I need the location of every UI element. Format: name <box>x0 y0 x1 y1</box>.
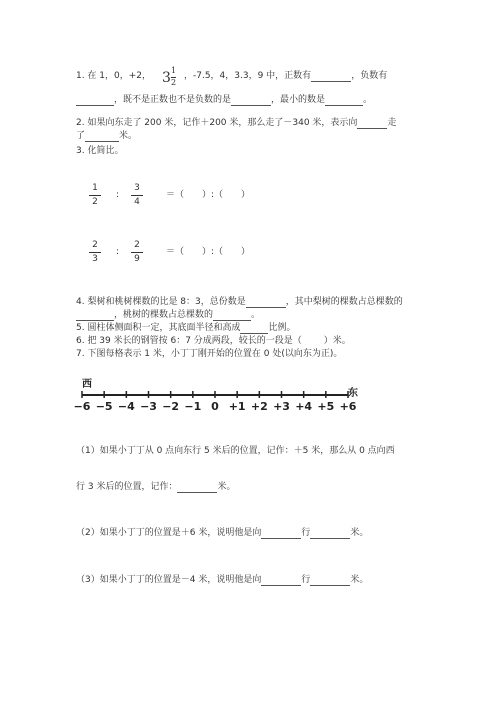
q7-sub2 <box>76 527 368 539</box>
q7-sub2-text-c: 米。 <box>350 528 369 538</box>
q4-line2 <box>76 309 260 321</box>
q7-sub1-line2 <box>76 481 235 493</box>
q7-sub1-blank[interactable] <box>177 482 217 493</box>
q7-sub3-text-b: 行 <box>301 575 311 585</box>
q5-text-b: 比例。 <box>268 323 296 333</box>
q6-text-a: 6. 把 39 米长的钢管按 6：7 分成两段，较长的一段是（ <box>76 336 302 346</box>
frac-numerator: 1 <box>92 183 98 193</box>
q1-line1-start <box>76 70 151 82</box>
q1-text-b: ，-7.5，4，3.3，9 中，正数有 <box>184 71 312 81</box>
q7-sub2-blank-distance[interactable] <box>310 528 350 539</box>
q2-blank-direction[interactable] <box>357 118 387 129</box>
q4-text-2a: ，桃树的棵数占总棵数的 <box>114 310 214 320</box>
number-line-tick-label: −5 <box>95 400 113 413</box>
q2-blank-distance[interactable] <box>85 131 119 142</box>
number-line-tick-label: +1 <box>228 400 246 413</box>
q6-line <box>76 335 351 347</box>
q3-row2-frac-b <box>131 240 143 265</box>
q2-line2 <box>76 130 137 142</box>
q7-sub3-blank-distance[interactable] <box>310 575 350 586</box>
q7-sub3 <box>76 574 368 586</box>
q2-text-1-end: 走 <box>387 118 397 128</box>
frac-bar <box>89 252 101 253</box>
q7-sub2-text-a: （2）如果小丁丁的位置是＋6 米，说明他是向 <box>76 528 262 538</box>
q1-text-d: ，既不是正数也不是负数的是 <box>114 95 232 105</box>
frac-bar <box>131 252 143 253</box>
q2-text-2-start: 了 <box>76 131 86 141</box>
q2-text-2-end: 米。 <box>119 131 138 141</box>
number-line-tick-label: −4 <box>117 400 135 413</box>
q4-text-1b: ，其中梨树的棵数占总棵数的 <box>285 297 403 307</box>
q1-blank-positive[interactable] <box>311 71 351 82</box>
number-line-tick-label: −2 <box>162 400 180 413</box>
q3-row1-answer[interactable]: ＝（ ）:（ ） <box>166 190 251 200</box>
q1-text-c: ，负数有 <box>351 71 388 81</box>
q5-line <box>76 322 295 334</box>
q7-sub3-text-c: 米。 <box>350 575 369 585</box>
mixed-number-denominator: 2 <box>171 78 177 87</box>
frac-numerator: 2 <box>134 240 140 250</box>
q1-blank-smallest[interactable] <box>325 95 363 106</box>
q4-blank-pear-fraction[interactable] <box>76 310 114 321</box>
q4-text-2b: 。 <box>251 310 261 320</box>
mixed-number <box>162 66 178 92</box>
q3-row1-frac-a <box>89 183 101 208</box>
q1-blank-negative[interactable] <box>76 95 114 106</box>
number-line-tick-label: −3 <box>140 400 157 413</box>
west-label: 西 <box>82 379 92 390</box>
q1-text-f: 。 <box>363 95 373 105</box>
q7-sub2-blank-direction[interactable] <box>261 528 301 539</box>
q3-row2-colon: : <box>116 247 120 257</box>
q1-line1-end <box>184 70 387 82</box>
number-line-tick-label: +6 <box>339 400 357 413</box>
q3-row2-answer[interactable]: ＝（ ）:（ ） <box>166 247 251 257</box>
frac-denominator: 4 <box>134 197 140 207</box>
number-line-tick-label: +5 <box>317 400 335 413</box>
frac-numerator: 2 <box>92 240 98 250</box>
q7-sub1-text-b: 米。 <box>217 482 236 492</box>
number-line-labels <box>74 400 357 413</box>
q5-text-a: 5. 圆柱体侧面积一定，其底面半径和高成 <box>76 323 241 333</box>
number-line-tick-label: −6 <box>73 400 91 413</box>
number-line-tick-label: −1 <box>184 400 202 413</box>
q2-line1 <box>76 117 396 129</box>
q7-sub2-text-b: 行 <box>301 528 311 538</box>
q1-text-e: ，最小的数是 <box>271 95 326 105</box>
number-line-svg <box>73 378 366 418</box>
q5-blank[interactable] <box>240 323 268 334</box>
mixed-number-whole: 3 <box>162 70 171 86</box>
number-line-tick-label: +4 <box>295 400 313 413</box>
q6-text-b: ）米。 <box>323 336 351 346</box>
frac-bar <box>131 195 143 196</box>
q7-sub3-text-a: （3）如果小丁丁的位置是－4 米，说明他是向 <box>76 575 262 585</box>
q7-sub3-blank-direction[interactable] <box>261 575 301 586</box>
frac-denominator: 2 <box>92 197 98 207</box>
number-line <box>73 378 366 418</box>
q1-text-a: 1. 在 1，0，+2， <box>76 71 152 81</box>
number-line-tick-label: +2 <box>250 400 268 413</box>
q7-sub1-line1: （1）如果小丁丁从 0 点向东行 5 米后的位置，记作：＋5 米，那么从 0 点向西 <box>76 446 395 456</box>
q2-text-1: 2. 如果向东走了 200 米，记作＋200 米，那么走了－340 米，表示向 <box>76 118 358 128</box>
q4-blank-total[interactable] <box>246 297 286 308</box>
q7-title: 7. 下图每格表示 1 米，小丁丁刚开始的位置在 0 处(以向东为正)。 <box>76 349 343 359</box>
q3-title: 3. 化简比。 <box>76 146 124 156</box>
east-label: 东 <box>348 388 358 399</box>
q4-line1 <box>76 296 403 308</box>
q1-blank-zero[interactable] <box>231 95 271 106</box>
q3-row1-frac-b <box>131 183 143 208</box>
number-line-tick-label: 0 <box>211 400 219 413</box>
q3-row1-colon: : <box>116 190 120 200</box>
frac-denominator: 3 <box>92 254 98 264</box>
q4-blank-peach-fraction[interactable] <box>213 310 251 321</box>
frac-bar <box>89 195 101 196</box>
frac-denominator: 9 <box>134 254 140 264</box>
q3-row2-frac-a <box>89 240 101 265</box>
mixed-number-numerator: 1 <box>171 66 177 75</box>
frac-numerator: 3 <box>134 183 140 193</box>
q4-text-1a: 4. 梨树和桃树棵数的比是 8：3，总份数是 <box>76 297 246 307</box>
q1-line2 <box>76 94 372 106</box>
number-line-tick-label: +3 <box>273 400 290 413</box>
q7-sub1-text-a: 行 3 米后的位置，记作： <box>76 482 178 492</box>
